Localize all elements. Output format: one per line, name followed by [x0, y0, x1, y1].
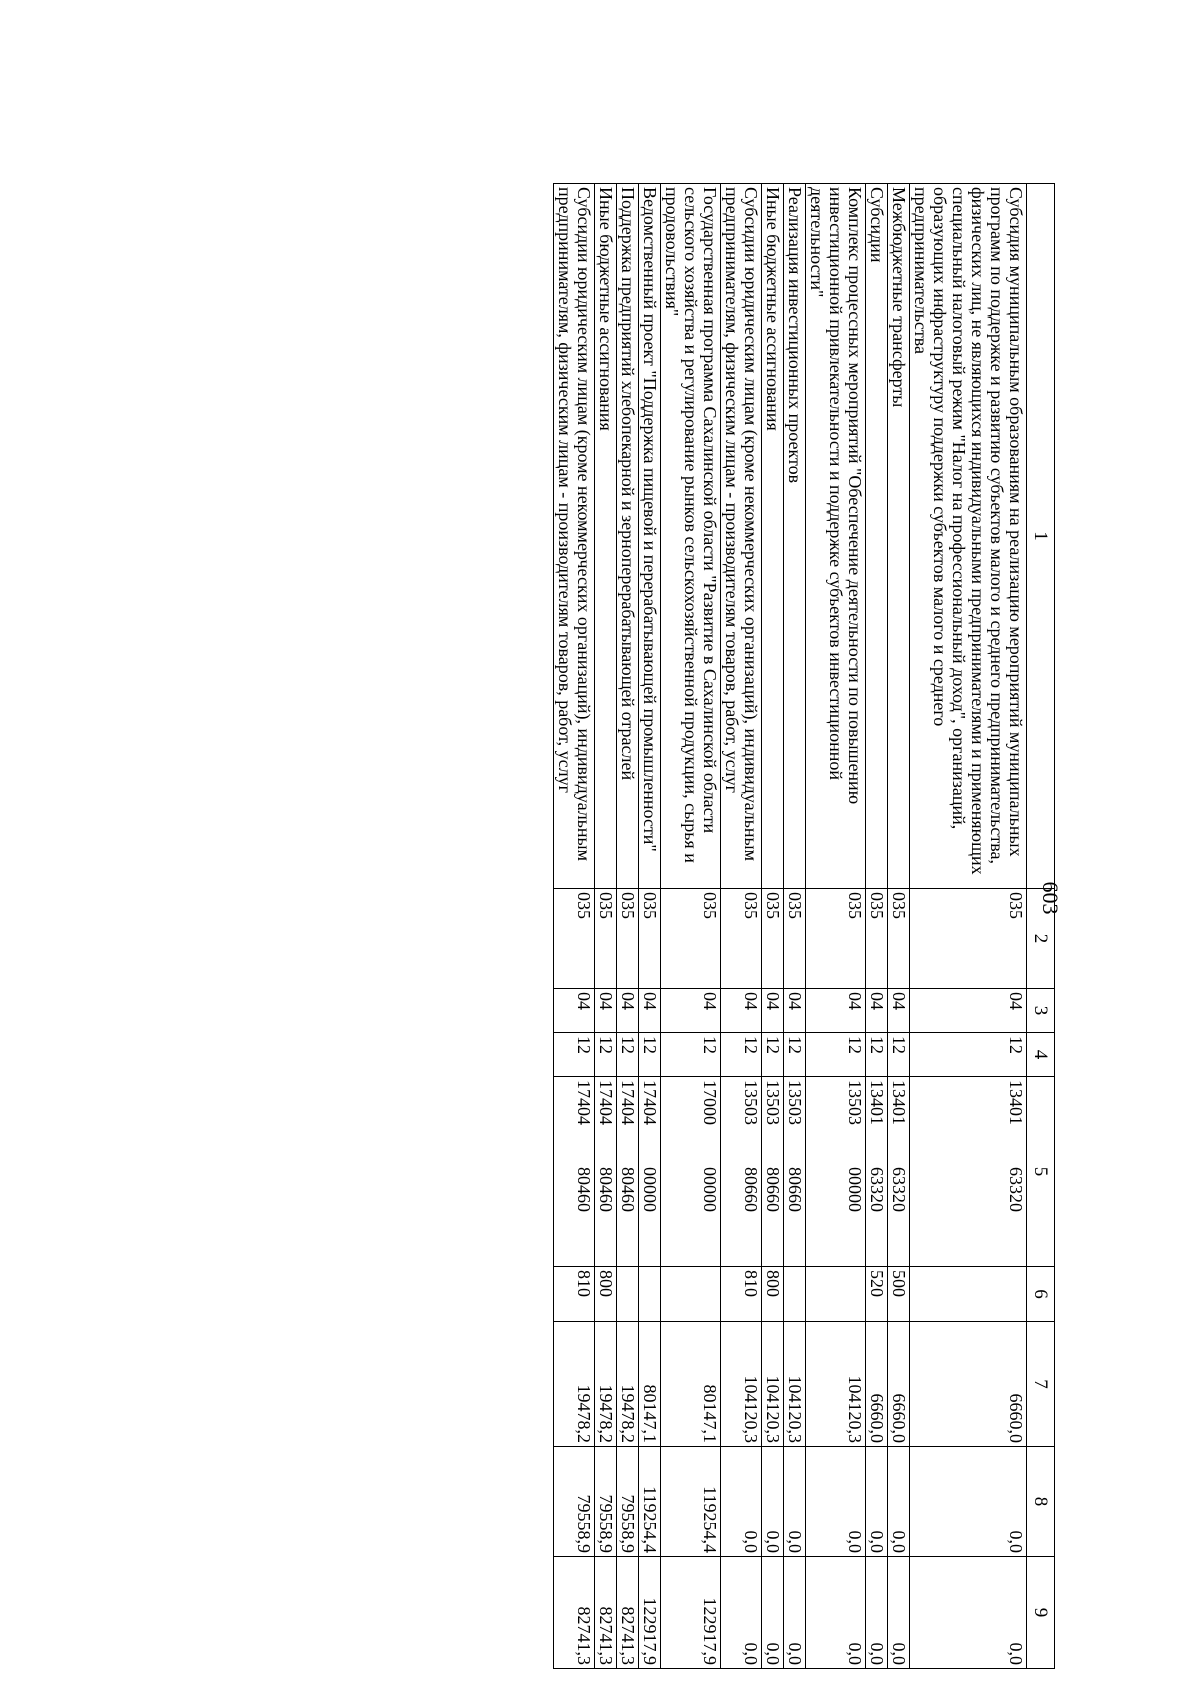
row-target-code — [721, 1077, 762, 1267]
table-row — [661, 184, 721, 1669]
row-amount-year3: 82741,3 — [617, 1557, 639, 1669]
target-code-part-1: 17404 — [640, 1080, 660, 1125]
row-amount-year1: 6660,0 — [910, 1322, 1027, 1447]
table-row — [910, 184, 1027, 1669]
row-amount-year1: 80147,1 — [639, 1322, 661, 1447]
page-number: 603 — [1038, 881, 1063, 915]
row-subsection-code: 12 — [806, 1033, 866, 1077]
row-target-code — [866, 1077, 888, 1267]
header-col-4: 4 — [1027, 1033, 1055, 1077]
header-col-3: 3 — [1027, 989, 1055, 1033]
target-code-part-2: 63320 — [1006, 1167, 1026, 1212]
header-col-2: 2 — [1027, 889, 1055, 989]
row-amount-year3: 0,0 — [888, 1557, 910, 1669]
header-col-9: 9 — [1027, 1557, 1055, 1669]
row-amount-year2: 79558,9 — [595, 1447, 617, 1557]
table-row — [639, 184, 661, 1669]
row-expense-type: 810 — [721, 1267, 762, 1322]
row-ministry-code: 035 — [617, 889, 639, 989]
row-target-code — [595, 1077, 617, 1267]
target-code-part-1: 17404 — [596, 1080, 616, 1125]
row-subsection-code: 12 — [554, 1033, 595, 1077]
row-ministry-code: 035 — [639, 889, 661, 989]
row-expense-type — [617, 1267, 639, 1322]
row-subsection-code: 12 — [910, 1033, 1027, 1077]
row-description: Иные бюджетные ассигнования — [762, 184, 784, 889]
row-ministry-code: 035 — [806, 889, 866, 989]
row-amount-year3: 122917,9 — [661, 1557, 721, 1669]
row-ministry-code: 035 — [784, 889, 806, 989]
header-col-6: 6 — [1027, 1267, 1055, 1322]
header-col-8: 8 — [1027, 1447, 1055, 1557]
row-subsection-code: 12 — [866, 1033, 888, 1077]
row-expense-type: 520 — [866, 1267, 888, 1322]
header-col-7: 7 — [1027, 1322, 1055, 1447]
row-amount-year2: 119254,4 — [639, 1447, 661, 1557]
row-section-code: 04 — [595, 989, 617, 1033]
row-amount-year1: 104120,3 — [806, 1322, 866, 1447]
row-expense-type: 800 — [595, 1267, 617, 1322]
row-section-code: 04 — [910, 989, 1027, 1033]
row-subsection-code: 12 — [661, 1033, 721, 1077]
table-row — [888, 184, 910, 1669]
row-amount-year2: 0,0 — [888, 1447, 910, 1557]
header-col-5: 5 — [1027, 1077, 1055, 1267]
row-amount-year2: 0,0 — [721, 1447, 762, 1557]
row-description: Поддержка предприятий хлебопекарной и зерноперерабатывающей отраслей — [617, 184, 639, 889]
target-code-part-1: 13503 — [845, 1080, 865, 1125]
row-description: Реализация инвестиционных проектов — [784, 184, 806, 889]
target-code-part-2: 80660 — [785, 1167, 805, 1212]
row-amount-year3: 0,0 — [910, 1557, 1027, 1669]
target-code-part-2: 00000 — [700, 1167, 720, 1212]
row-target-code — [888, 1077, 910, 1267]
row-target-code — [661, 1077, 721, 1267]
row-target-code — [806, 1077, 866, 1267]
row-target-code — [639, 1077, 661, 1267]
row-expense-type: 500 — [888, 1267, 910, 1322]
row-description: Ведомственный проект "Поддержка пищевой и перерабатывающей промышленности" — [639, 184, 661, 889]
row-subsection-code: 12 — [888, 1033, 910, 1077]
row-ministry-code: 035 — [554, 889, 595, 989]
table-row — [617, 184, 639, 1669]
row-target-code — [617, 1077, 639, 1267]
row-section-code: 04 — [806, 989, 866, 1033]
row-amount-year1: 104120,3 — [721, 1322, 762, 1447]
row-description: Государственная программа Сахалинской области "Развитие в Сахалинской области сельского хозяйства и регулирование рынков сельскохозяйственной продукции, сырья и продовольствия" — [661, 184, 721, 889]
table-row — [595, 184, 617, 1669]
row-amount-year1: 104120,3 — [762, 1322, 784, 1447]
row-target-code — [910, 1077, 1027, 1267]
target-code-part-1: 13503 — [785, 1080, 805, 1125]
row-ministry-code: 035 — [721, 889, 762, 989]
row-ministry-code: 035 — [910, 889, 1027, 989]
row-amount-year1: 6660,0 — [866, 1322, 888, 1447]
target-code-part-1: 13503 — [763, 1080, 783, 1125]
row-ministry-code: 035 — [888, 889, 910, 989]
target-code-part-2: 80460 — [618, 1167, 638, 1212]
header-row — [1027, 184, 1055, 1669]
header-col-1: 1 — [1027, 184, 1055, 889]
row-amount-year3: 0,0 — [784, 1557, 806, 1669]
row-description: Комплекс процессных мероприятий "Обеспечение деятельности по повышению инвестиционной привлекательности и поддержке субъектов инвестиционной деятельности" — [806, 184, 866, 889]
target-code-part-2: 63320 — [867, 1167, 887, 1212]
budget-table — [553, 183, 1055, 1669]
row-amount-year1: 6660,0 — [888, 1322, 910, 1447]
row-amount-year3: 82741,3 — [554, 1557, 595, 1669]
row-description: Субсидия муниципальным образованиям на реализацию мероприятий муниципальных программ по поддержке и развитию субъектов малого и среднего предпринимательства, физических лиц, не являющихся индивидуальными предпринимателями и применяющих специальный налоговый режим "Налог на профессиональный доход", организаций, образующих инфраструктуру поддержки субъектов малого и среднего предпринимательства — [910, 184, 1027, 889]
row-amount-year2: 0,0 — [806, 1447, 866, 1557]
table-row — [866, 184, 888, 1669]
table-row — [762, 184, 784, 1669]
row-description: Иные бюджетные ассигнования — [595, 184, 617, 889]
target-code-part-2: 80660 — [763, 1167, 783, 1212]
target-code-part-2: 80460 — [596, 1167, 616, 1212]
row-ministry-code: 035 — [866, 889, 888, 989]
row-expense-type: 800 — [762, 1267, 784, 1322]
row-subsection-code: 12 — [639, 1033, 661, 1077]
row-target-code — [554, 1077, 595, 1267]
target-code-part-1: 17000 — [700, 1080, 720, 1125]
target-code-part-2: 00000 — [845, 1167, 865, 1212]
row-section-code: 04 — [554, 989, 595, 1033]
row-amount-year2: 0,0 — [784, 1447, 806, 1557]
table-row — [554, 184, 595, 1669]
row-description: Межбюджетные трансферты — [888, 184, 910, 889]
row-target-code — [784, 1077, 806, 1267]
row-description: Субсидии — [866, 184, 888, 889]
row-target-code — [762, 1077, 784, 1267]
row-subsection-code: 12 — [595, 1033, 617, 1077]
row-amount-year2: 0,0 — [910, 1447, 1027, 1557]
row-subsection-code: 12 — [721, 1033, 762, 1077]
row-section-code: 04 — [721, 989, 762, 1033]
row-expense-type — [910, 1267, 1027, 1322]
target-code-part-2: 80460 — [574, 1167, 594, 1212]
row-amount-year3: 82741,3 — [595, 1557, 617, 1669]
table-body — [554, 184, 1027, 1669]
rotated-page — [185, 183, 1055, 1668]
target-code-part-2: 80660 — [741, 1167, 761, 1212]
row-amount-year3: 0,0 — [721, 1557, 762, 1669]
row-section-code: 04 — [888, 989, 910, 1033]
table-row — [806, 184, 866, 1669]
row-section-code: 04 — [784, 989, 806, 1033]
row-ministry-code: 035 — [595, 889, 617, 989]
row-amount-year2: 0,0 — [866, 1447, 888, 1557]
row-section-code: 04 — [762, 989, 784, 1033]
row-expense-type — [639, 1267, 661, 1322]
target-code-part-2: 63320 — [889, 1167, 909, 1212]
row-amount-year1: 19478,2 — [595, 1322, 617, 1447]
row-subsection-code: 12 — [617, 1033, 639, 1077]
row-ministry-code: 035 — [661, 889, 721, 989]
row-section-code: 04 — [639, 989, 661, 1033]
row-section-code: 04 — [661, 989, 721, 1033]
row-amount-year2: 79558,9 — [554, 1447, 595, 1557]
row-amount-year2: 0,0 — [762, 1447, 784, 1557]
row-subsection-code: 12 — [762, 1033, 784, 1077]
row-amount-year1: 104120,3 — [784, 1322, 806, 1447]
target-code-part-1: 17404 — [574, 1080, 594, 1125]
row-expense-type: 810 — [554, 1267, 595, 1322]
target-code-part-1: 13401 — [889, 1080, 909, 1125]
table-row — [721, 184, 762, 1669]
row-ministry-code: 035 — [762, 889, 784, 989]
row-amount-year1: 19478,2 — [554, 1322, 595, 1447]
row-amount-year1: 80147,1 — [661, 1322, 721, 1447]
row-section-code: 04 — [866, 989, 888, 1033]
row-expense-type — [784, 1267, 806, 1322]
target-code-part-1: 13401 — [1006, 1080, 1026, 1125]
row-section-code: 04 — [617, 989, 639, 1033]
row-expense-type — [806, 1267, 866, 1322]
row-amount-year3: 0,0 — [762, 1557, 784, 1669]
row-description: Субсидии юридическим лицам (кроме некоммерческих организаций), индивидуальным предпринимателям, физическим лицам - производителям товаров, работ, услуг — [554, 184, 595, 889]
row-amount-year2: 79558,9 — [617, 1447, 639, 1557]
row-expense-type — [661, 1267, 721, 1322]
row-description: Субсидии юридическим лицам (кроме некоммерческих организаций), индивидуальным предпринимателям, физическим лицам - производителям товаров, работ, услуг — [721, 184, 762, 889]
target-code-part-1: 13401 — [867, 1080, 887, 1125]
row-amount-year3: 0,0 — [866, 1557, 888, 1669]
row-amount-year2: 119254,4 — [661, 1447, 721, 1557]
target-code-part-1: 13503 — [741, 1080, 761, 1125]
table-row — [784, 184, 806, 1669]
target-code-part-1: 17404 — [618, 1080, 638, 1125]
row-amount-year1: 19478,2 — [617, 1322, 639, 1447]
row-subsection-code: 12 — [784, 1033, 806, 1077]
row-amount-year3: 122917,9 — [639, 1557, 661, 1669]
row-amount-year3: 0,0 — [806, 1557, 866, 1669]
target-code-part-2: 00000 — [640, 1167, 660, 1212]
